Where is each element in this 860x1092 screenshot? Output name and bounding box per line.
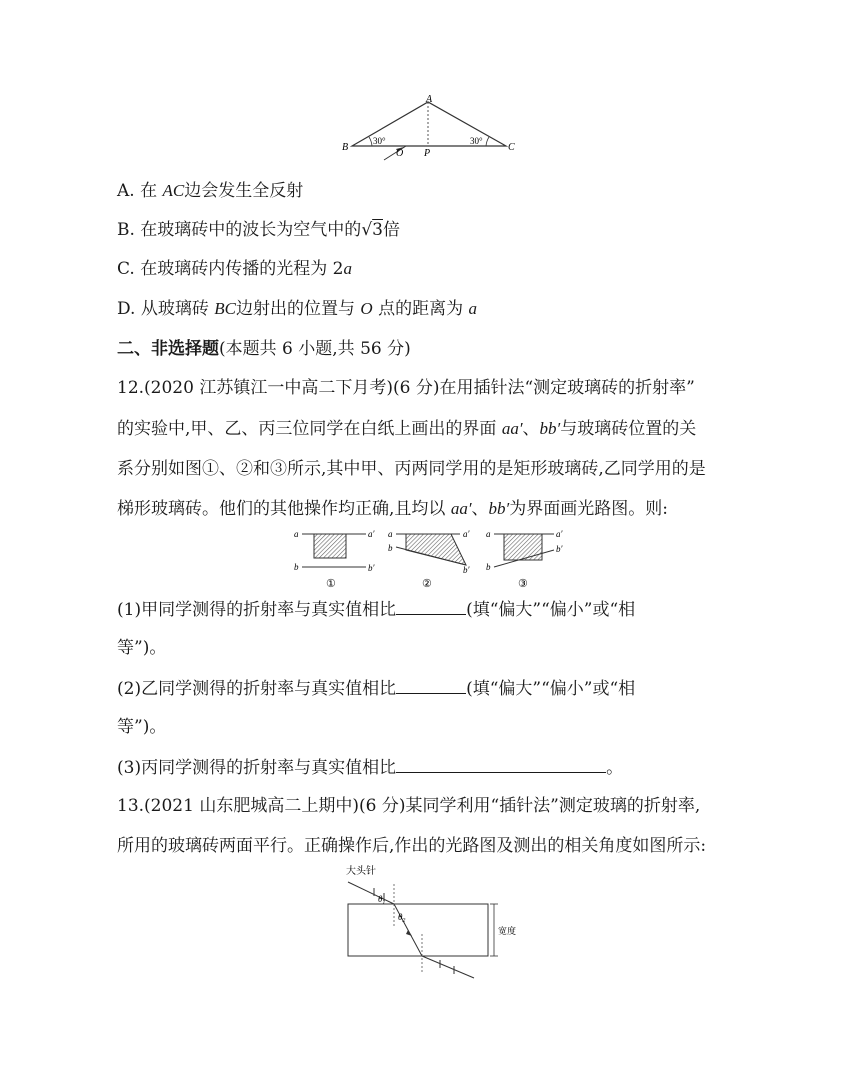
label-width: 宽度 [498, 926, 517, 936]
fig2-label-b-prime: b′ [463, 565, 470, 575]
fig2-label-b: b [388, 543, 393, 553]
q13-line2: 所用的玻璃砖两面平行。正确操作后,作出的光路图及测出的相关角度如图所示: [117, 836, 707, 856]
sub2-text: (2)乙同学测得的折射率与真实值相比 [117, 679, 397, 699]
q12-line4 [117, 498, 668, 520]
sub3-text: (3)丙同学测得的折射率与真实值相比 [117, 758, 397, 778]
incident-ray [348, 882, 394, 904]
three-glass-figures [288, 525, 578, 589]
fig1-label-b-prime: b′ [368, 563, 375, 573]
rect-glass-3 [504, 534, 542, 560]
fig-number-2: ② [422, 578, 432, 589]
q12-sep-2: 、 [471, 499, 489, 519]
option-b-suffix: 倍 [382, 220, 400, 240]
q12-line2-end: 与玻璃砖位置的关 [560, 419, 697, 439]
sqrt-value: 3 [372, 220, 383, 240]
option-a-suffix: 边会发生全反射 [184, 181, 304, 201]
label-pin: 大头针 [346, 866, 376, 877]
fig3-label-a-prime: a′ [556, 529, 563, 539]
fig3-label-b: b [486, 562, 491, 572]
emergent-ray [422, 956, 474, 978]
option-c [117, 258, 352, 280]
answer-blank-3[interactable] [396, 756, 606, 773]
q12-line4-text: 梯形玻璃砖。他们的其他操作均正确,且均以 [117, 499, 451, 519]
fig-number-3: ③ [518, 578, 528, 589]
q12-line1: 12.(2020 江苏镇江一中高二下月考)(6 分)在用插针法“测定玻璃砖的折射率” [117, 378, 695, 398]
fig-number-1: ① [326, 578, 336, 589]
q12-sep: 、 [522, 419, 540, 439]
q12-sub2-cont: 等”)。 [117, 717, 167, 737]
sub1-text: (1)甲同学测得的折射率与真实值相比 [117, 600, 397, 620]
q12-line2 [117, 418, 696, 440]
parallel-glass-figure [340, 862, 530, 986]
q13-line1: 13.(2021 山东肥城高二上期中)(6 分)某同学利用“插针法”测定玻璃的折射率, [117, 796, 701, 816]
option-d-var3: a [468, 299, 477, 318]
q12-line3: 系分别如图①、②和③所示,其中甲、丙两同学用的是矩形玻璃砖,乙同学用的是 [117, 459, 706, 479]
sub2-hint: (填“偏大”“偏小”或“相 [466, 679, 636, 699]
trapezoid-glass-2 [406, 534, 466, 565]
var-aa-2: aa′ [450, 499, 472, 518]
section-heading [117, 338, 411, 360]
q12-line4-end: 为界面画光路图。则: [509, 499, 668, 519]
option-d-var2: O [360, 299, 373, 318]
option-a [117, 180, 303, 202]
angle-label-c: 30° [470, 136, 483, 146]
rect-glass-1 [314, 534, 346, 558]
option-b [117, 219, 400, 241]
section-title: 二、非选择题 [117, 339, 219, 359]
label-B: B [342, 142, 349, 153]
angle-label-b: 30° [373, 136, 386, 146]
option-d-prefix: D. 从玻璃砖 [117, 299, 215, 319]
option-a-prefix: A. 在 [117, 181, 163, 201]
q12-line2-text: 的实验中,甲、乙、丙三位同学在白纸上画出的界面 [117, 419, 502, 439]
var-aa: aa′ [501, 419, 523, 438]
sub3-end: 。 [606, 758, 624, 778]
label-O: O [396, 148, 404, 159]
option-d-mid: 边射出的位置与 [235, 299, 361, 319]
fig1-label-a: a [294, 529, 299, 539]
section-note: (本题共 6 小题,共 56 分) [219, 339, 411, 359]
fig1-label-a-prime: a′ [368, 529, 375, 539]
figure-2 [388, 529, 471, 589]
q12-sub3 [117, 756, 623, 779]
sqrt-symbol: √ [361, 220, 373, 240]
fig2-label-a-prime: a′ [463, 529, 470, 539]
fig3-label-b-prime: b′ [556, 544, 563, 554]
figure-1 [294, 529, 376, 589]
option-b-prefix: B. 在玻璃砖中的波长为空气中的 [117, 220, 362, 240]
answer-blank-1[interactable] [396, 598, 466, 615]
q12-sub1 [117, 598, 635, 621]
label-theta1: $\theta_1$ [378, 894, 386, 906]
option-d-var1: BC [214, 299, 236, 318]
option-d-mid2: 点的距离为 [372, 299, 469, 319]
q12-sub1-cont: 等”)。 [117, 638, 167, 658]
var-bb: bb′ [539, 419, 561, 438]
var-bb-2: bb′ [488, 499, 510, 518]
sub1-hint: (填“偏大”“偏小”或“相 [466, 600, 636, 620]
prism-triangle-figure [340, 92, 520, 162]
option-c-prefix: C. 在玻璃砖内传播的光程为 2 [117, 259, 344, 279]
fig1-label-b: b [294, 562, 299, 572]
option-a-var: AC [162, 181, 185, 200]
answer-blank-2[interactable] [396, 677, 466, 694]
label-A: A [426, 94, 433, 105]
angle-arc-b [369, 137, 372, 146]
label-theta2: $\theta_2$ [398, 912, 406, 924]
label-C: C [508, 142, 515, 153]
figure-3 [486, 529, 564, 589]
q12-sub2 [117, 677, 635, 700]
fig3-label-a: a [486, 529, 491, 539]
option-c-var: a [343, 259, 352, 278]
label-P: P [424, 148, 431, 159]
angle-arc-c [486, 137, 489, 146]
fig2-label-a: a [388, 529, 393, 539]
option-d [117, 298, 477, 320]
